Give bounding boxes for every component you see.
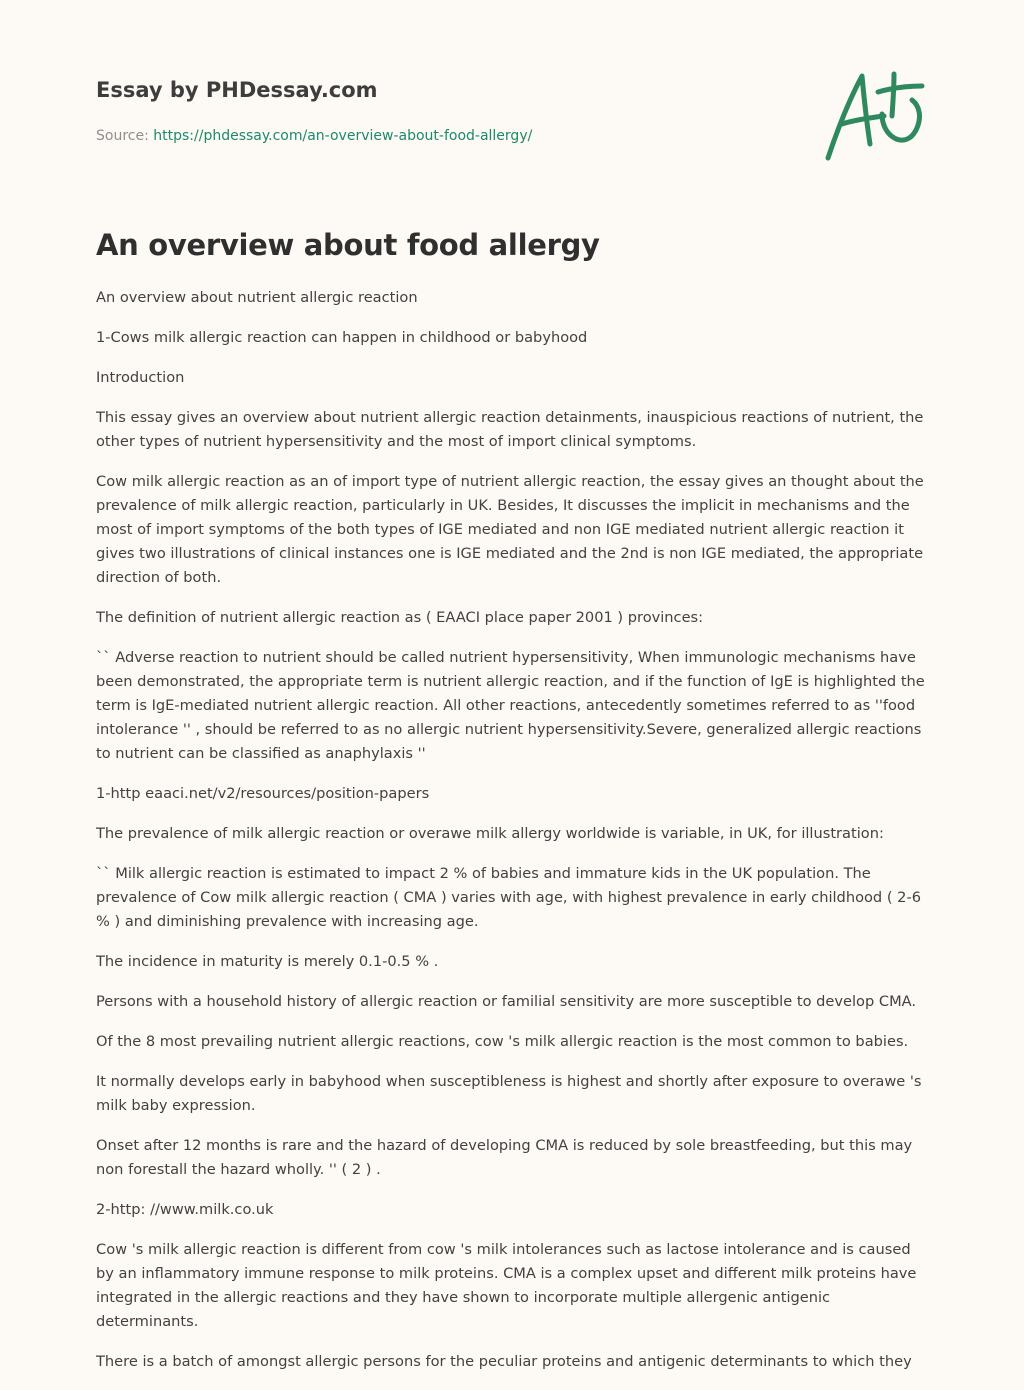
paragraph: Persons with a household history of allergic reaction or familial sensitivity are more susceptible to develop CMA. <box>96 993 917 1010</box>
source-link[interactable]: https://phdessay.com/an-overview-about-food-allergy/ <box>153 128 533 144</box>
paragraph: `` Milk allergic reaction is estimated to impact 2 % of babies and immature kids in the UK population. The prevalence of Cow milk allergic reaction ( CMA ) varies with age, with highest prevalence in early childhood ( 2-6 % ) and diminishing prevalence with increasing age. <box>96 865 922 930</box>
paragraph: The definition of nutrient allergic reaction as ( EAACI place paper 2001 ) provinces: <box>96 609 704 626</box>
paragraph: The prevalence of milk allergic reaction or overawe milk allergy worldwide is variable, in UK, for illustration: <box>96 825 884 842</box>
paragraph: 1-Cows milk allergic reaction can happen in childhood or babyhood <box>96 329 588 346</box>
article <box>96 226 928 1390</box>
paragraph: Introduction <box>96 369 185 386</box>
article-title: An overview about food allergy <box>96 228 600 262</box>
paragraph: It normally develops early in babyhood when susceptibleness is highest and shortly after exposure to overawe 's milk baby expression. <box>96 1073 922 1114</box>
paragraph: Cow milk allergic reaction as an of import type of nutrient allergic reaction, the essay gives an thought about the prevalence of milk allergic reaction, particularly in UK. Besides, It discusses the implicit in mechanisms and the most of import symptoms of the both types of IGE mediated and non IGE mediated nutrient allergic reaction it gives two illustrations of clinical instances one is IGE mediated and the 2nd is non IGE mediated, the appropriate direction of both. <box>96 473 924 586</box>
brand-title: Essay by PHDessay.com <box>96 78 378 102</box>
paragraph: Cow 's milk allergic reaction is different from cow 's milk intolerances such as lactose intolerance and is caused by an inflammatory immune response to milk proteins. CMA is a complex upset and different milk proteins have integrated in the allergic reactions and they have shown to incorporate multiple allergenic antigenic determinants. <box>96 1241 917 1330</box>
paragraph: There is a batch of amongst allergic persons for the peculiar proteins and antigenic determinants to which they <box>96 1353 912 1370</box>
source-label: Source: <box>96 128 149 144</box>
paragraph: 2-http: //www.milk.co.uk <box>96 1201 274 1218</box>
a-plus-logo-icon <box>822 66 932 166</box>
page-header <box>96 76 736 146</box>
paragraph: Onset after 12 months is rare and the hazard of developing CMA is reduced by sole breastfeeding, but this may non forestall the hazard wholly. '' ( 2 ) . <box>96 1137 913 1178</box>
source-line <box>96 126 736 146</box>
paragraph: An overview about nutrient allergic reaction <box>96 289 418 306</box>
paragraph: Of the 8 most prevailing nutrient allergic reactions, cow 's milk allergic reaction is the most common to babies. <box>96 1033 909 1050</box>
paragraph: 1-http eaaci.net/v2/resources/position-papers <box>96 785 430 802</box>
paragraph: This essay gives an overview about nutrient allergic reaction detainments, inauspicious reactions of nutrient, the other types of nutrient hypersensitivity and the most of import clinical symptoms. <box>96 409 924 450</box>
paragraph: `` Adverse reaction to nutrient should be called nutrient hypersensitivity, When immunologic mechanisms have been demonstrated, the appropriate term is nutrient allergic reaction, and if the function of IgE is highlighted the term is IgE-mediated nutrient allergic reaction. All other reactions, antecedently sometimes referred to as ''food intolerance '' , should be referred to as no allergic nutrient hypersensitivity.Severe, generalized allergic reactions to nutrient can be classified as anaphylaxis '' <box>96 649 925 762</box>
paragraph: The incidence in maturity is merely 0.1-0.5 % . <box>96 953 439 970</box>
